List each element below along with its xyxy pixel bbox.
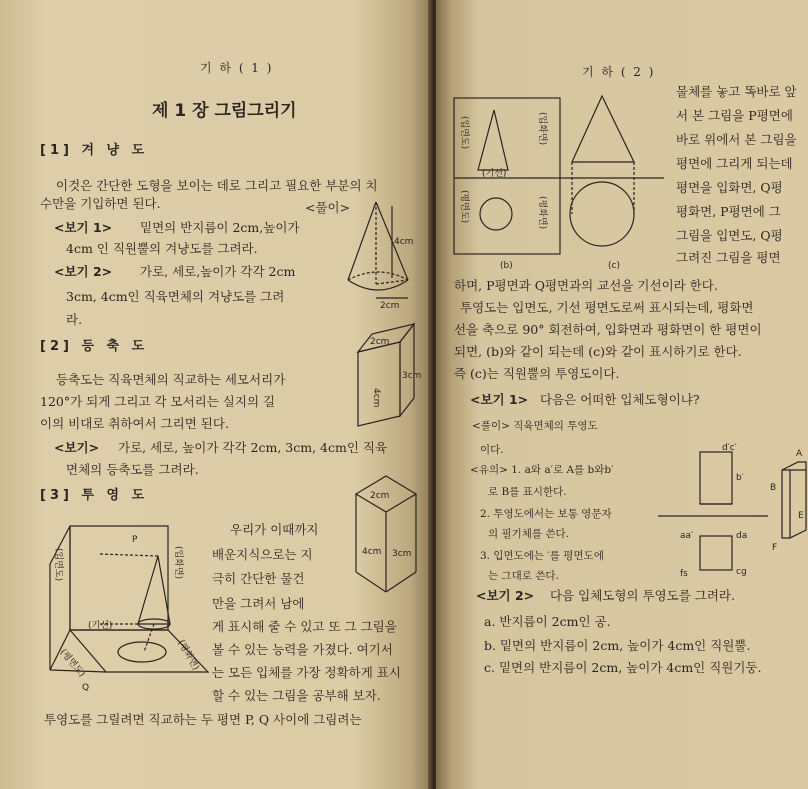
paragraph-line: 하며, P평면과 Q평면과의 교선을 기선이라 한다.: [454, 278, 718, 293]
baseline-label: (기선): [88, 621, 113, 631]
label-fs: fs: [680, 569, 688, 579]
b-baseline-label: (기선): [482, 169, 507, 179]
paragraph-line: 가로, 세로,높이가 각각 2cm: [140, 264, 296, 279]
paragraph-line: 투영도는 입면도, 기선 평면도로써 표시되는데, 평화면: [460, 300, 754, 315]
label-B: B: [770, 483, 777, 493]
paragraph-line: 의 필기체를 쓴다.: [488, 528, 570, 540]
projection-planes-figure: [40, 524, 216, 704]
paragraph-line: 되면, (b)와 같이 되는데 (c)와 같이 표시하기로 한다.: [454, 344, 742, 359]
front-view-label: (입면도): [53, 548, 63, 582]
paragraph-line: 평화면, P평면에 그: [676, 204, 781, 219]
box-depth-label: 3cm: [402, 371, 422, 381]
box-sketch-figure: [348, 318, 424, 430]
figure-b-caption: (b): [500, 261, 513, 271]
box-width-label: 2cm: [370, 337, 390, 347]
paragraph-line: 볼 수 있는 능력을 가졌다. 여기서: [212, 642, 393, 657]
paragraph-line: 우리가 이때까지: [230, 522, 319, 537]
paragraph-line: 밑면의 반지름이 2cm,높이가: [140, 220, 300, 235]
label-aa: aa′: [680, 531, 694, 541]
paragraph-line: 라.: [66, 312, 83, 327]
paragraph-line: 그림을 입면도, Q평: [676, 228, 783, 243]
iso-width-label: 2cm: [370, 491, 390, 501]
plane-p-label: P: [132, 535, 138, 545]
example-label: <보기>: [54, 440, 100, 455]
cone-height-label: 4cm: [394, 237, 414, 247]
paragraph-line: 면체의 등축도를 그려라.: [66, 462, 199, 477]
section-heading: [1] 겨 냥 도: [40, 143, 149, 158]
paragraph-line: 즉 (c)는 직원뿔의 투영도이다.: [454, 366, 620, 381]
paragraph-line: c. 밑면의 반지름이 2cm, 높이가 4cm인 직원기둥.: [484, 660, 762, 675]
paragraph-line: 물체를 놓고 똑바로 앞: [676, 84, 797, 99]
paragraph-line: 가로, 세로, 높이가 각각 2cm, 3cm, 4cm인 직육: [118, 440, 388, 455]
b-front-plane-label: (입화면): [537, 112, 547, 146]
cone-radius-label: 2cm: [380, 301, 400, 311]
label-A: A: [796, 449, 803, 459]
paragraph-line: b. 밑면의 반지름이 2cm, 높이가 4cm인 직원뿔.: [484, 638, 751, 653]
example-label: <보기 1>: [54, 220, 113, 235]
paragraph-line: 로 B를 표시한다.: [488, 486, 567, 498]
paragraph-line: 그려진 그림을 평면: [676, 250, 781, 265]
paragraph-line: 바로 위에서 본 그림을: [676, 132, 797, 147]
paragraph-line: 다음 입체도형의 투영도를 그려라.: [550, 588, 735, 603]
paragraph-line: 서 본 그림을 P평면에: [676, 108, 793, 123]
paragraph-line: 는 모든 입체를 가장 정확하게 표시: [212, 665, 401, 680]
paragraph-line: 이다.: [480, 444, 504, 456]
example-label: <보기 1>: [470, 392, 529, 407]
paragraph-line: a. 반지름이 2cm인 공.: [484, 614, 611, 629]
paragraph-line: <풀이> 직육면체의 투영도: [472, 420, 598, 432]
figure-c: [558, 88, 668, 272]
figure-b: [452, 96, 564, 272]
box-projection-figure: [658, 440, 806, 584]
paragraph-line: 는 그대로 쓴다.: [488, 570, 559, 582]
paragraph-line: <유의> 1. a와 a′로 A를 b와b′: [470, 464, 614, 476]
label-cg: cg: [736, 567, 747, 577]
paragraph-line: 평면에 그리게 되는데: [676, 156, 793, 171]
b-front-view-label: (입면도): [459, 116, 469, 150]
figure-c-caption: (c): [608, 261, 620, 271]
plan-view-label: (평면도): [57, 647, 87, 680]
b-plan-plane-label: (평화면): [537, 196, 547, 230]
label-dc: d′c′: [722, 443, 737, 453]
front-plane-label: (입화면): [173, 546, 183, 580]
example-label: <보기 2>: [54, 264, 113, 279]
left-page-header: 기 하 ( 1 ): [200, 61, 274, 75]
right-page: [436, 0, 808, 789]
plan-plane-label: (평화면): [175, 638, 201, 673]
section-heading: [2] 등 축 도: [40, 339, 149, 354]
paragraph-line: 평면을 입화면, Q평: [676, 180, 783, 195]
label-E: E: [798, 511, 804, 521]
paragraph-line: 투영도를 그릴려면 직교하는 두 평면 P, Q 사이에 그림려는: [44, 712, 362, 727]
solution-label: <풀이>: [305, 200, 351, 215]
plane-q-label: Q: [82, 683, 90, 693]
paragraph-line: 120°가 되게 그리고 각 모서리는 실지의 길: [40, 394, 276, 409]
paragraph-line: 2. 투영도에서는 보통 영문자: [480, 508, 612, 520]
paragraph-line: 배운지식으로는 지: [212, 547, 313, 562]
paragraph-line: 선을 축으로 90° 회전하여, 입화면과 평화면이 한 평면이: [454, 322, 762, 337]
paragraph-line: 이것은 간단한 도형을 보이는 데로 그리고 필요한 부분의 치: [56, 178, 378, 193]
isometric-figure: [352, 474, 424, 604]
section-heading: [3] 투 영 도: [40, 488, 149, 503]
paragraph-line: 4cm 인 직원뿔의 겨냥도를 그려라.: [66, 241, 258, 256]
paragraph-line: 3cm, 4cm인 직육면체의 겨냥도를 그려: [66, 289, 285, 304]
paragraph-line: 등축도는 직육면체의 직교하는 세모서리가: [56, 372, 286, 387]
cone-sketch-figure: [340, 198, 420, 312]
chapter-title: 제 1 장 그림그리기: [152, 101, 297, 121]
iso-depth-label: 3cm: [392, 549, 412, 559]
paragraph-line: 다음은 어떠한 입체도형이냐?: [540, 392, 700, 407]
label-F: F: [772, 543, 778, 553]
paragraph-line: 이의 비대로 취하여서 그리면 된다.: [40, 416, 229, 431]
label-b1: b′: [736, 473, 744, 483]
paragraph-line: 극히 간단한 물건: [212, 571, 305, 586]
box-height-label: 4cm: [371, 388, 381, 408]
right-page-header: 기 하 ( 2 ): [582, 65, 656, 79]
paragraph-line: 만을 그려서 남에: [212, 596, 305, 611]
b-plan-view-label: (평면도): [459, 190, 469, 224]
paragraph-line: 게 표시해 줄 수 있고 또 그 그림을: [212, 619, 397, 634]
label-da: da: [736, 531, 748, 541]
paragraph-line: 3. 입면도에는 ′를 평면도에: [480, 550, 604, 562]
iso-height-label: 4cm: [362, 547, 382, 557]
paragraph-line: 할 수 있는 그림을 공부해 보자.: [212, 688, 381, 703]
example-label: <보기 2>: [476, 588, 535, 603]
paragraph-line: 수만을 기입하면 된다.: [40, 196, 161, 211]
